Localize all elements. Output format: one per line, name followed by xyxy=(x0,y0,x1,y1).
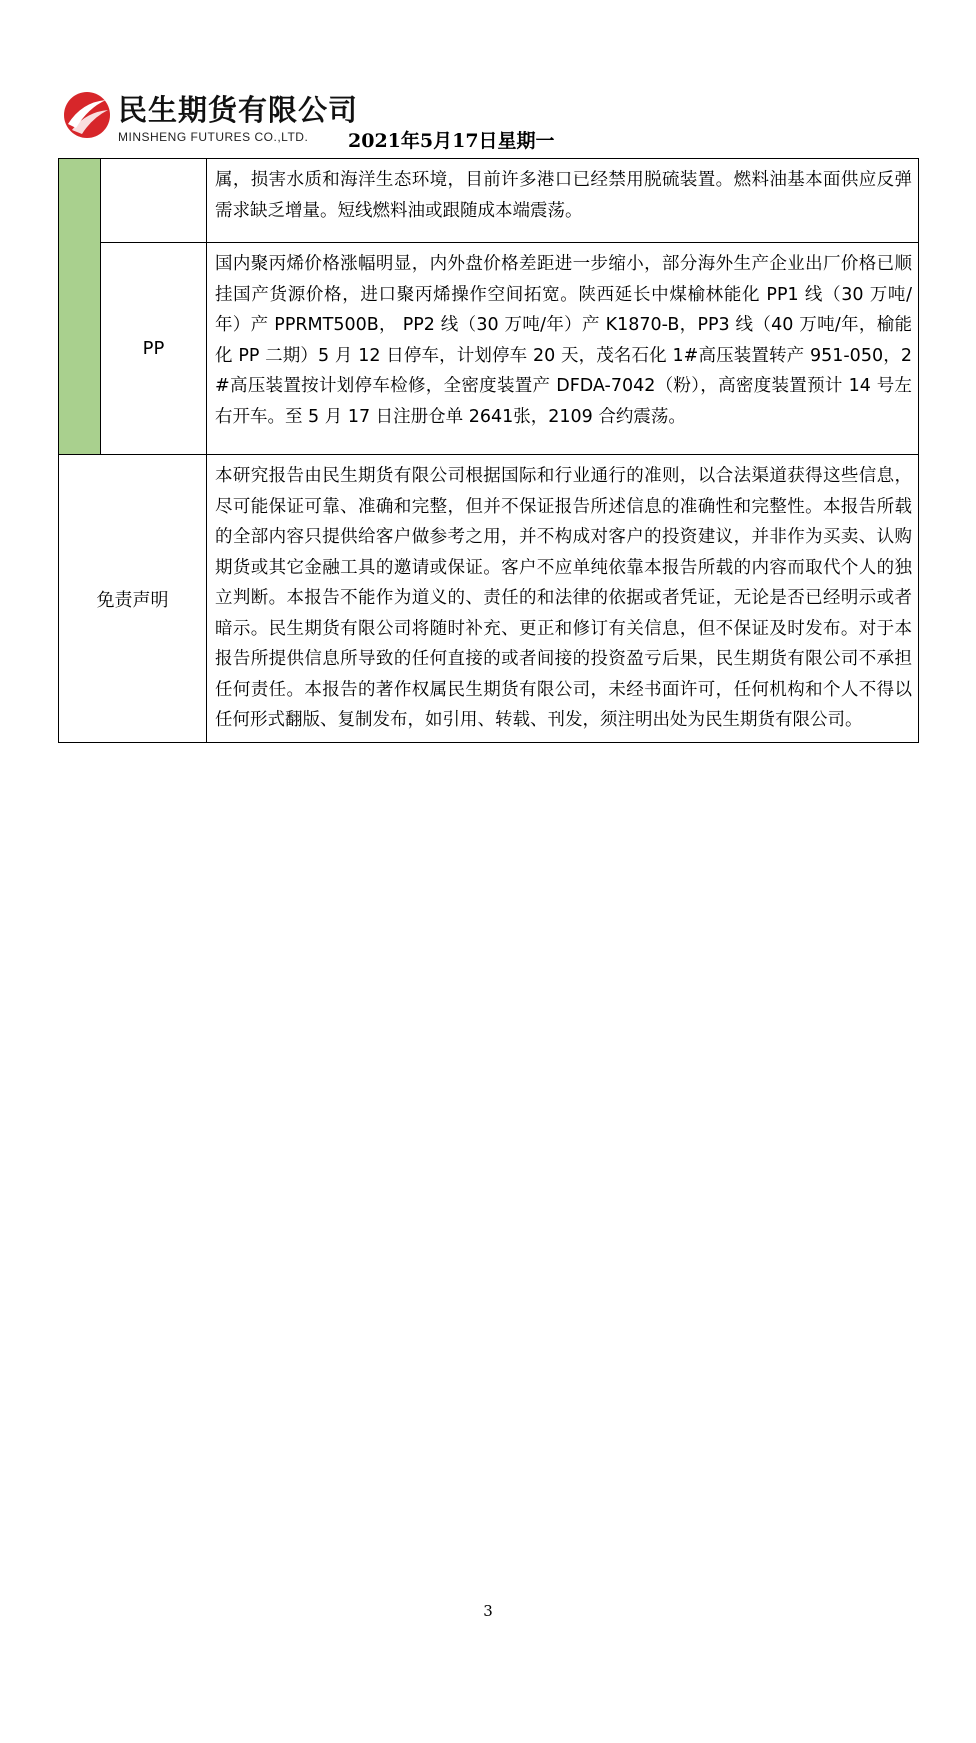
minsheng-logo-icon xyxy=(62,90,112,140)
pp-label: PP xyxy=(101,243,207,455)
table-row-pp xyxy=(59,243,919,455)
section-side-cell xyxy=(59,159,101,455)
company-name-en: MINSHENG FUTURES CO.,LTD. xyxy=(118,130,309,144)
table-row-fuel-oil xyxy=(59,159,919,243)
report-date: 2021年5月17日星期一 xyxy=(348,130,555,152)
page-number: 3 xyxy=(483,1602,493,1620)
fuel-oil-label-cell xyxy=(101,159,207,243)
report-header xyxy=(62,86,922,150)
table-row-disclaimer xyxy=(59,455,919,743)
pp-text: 国内聚丙烯价格涨幅明显，内外盘价格差距进一步缩小，部分海外生产企业出厂价格已顺挂国产货源价格，进口聚丙烯操作空间拓宽。陕西延长中煤榆林能化 PP1 线（30 万吨/年）产 PPRMT500B， PP2 线（30 万吨/年）产 K1870-B，PP3 线（40 万吨/年，榆能化 PP 二期）5 月 12 日停车，计划停车 20 天，茂名石化 1#高压装置转产 951-050，2#高压装置按计划停车检修，全密度装置产 DFDA-7042（粉），高密度装置预计 14 号左右开车。至 5 月 17 日注册仓单 2641张，2109 合约震荡。 xyxy=(207,243,919,455)
fuel-oil-text: 属，损害水质和海洋生态环境，目前许多港口已经禁用脱硫装置。燃料油基本面供应反弹需求缺乏增量。短线燃料油或跟随成本端震荡。 xyxy=(207,159,919,243)
disclaimer-text: 本研究报告由民生期货有限公司根据国际和行业通行的准则，以合法渠道获得这些信息，尽可能保证可靠、准确和完整，但并不保证报告所述信息的准确性和完整性。本报告所载的全部内容只提供给客户做参考之用，并不构成对客户的投资建议，并非作为买卖、认购期货或其它金融工具的邀请或保证。客户不应单纯依靠本报告所载的内容而取代个人的独立判断。本报告不能作为道义的、责任的和法律的依据或者凭证，无论是否已经明示或者暗示。民生期货有限公司将随时补充、更正和修订有关信息，但不保证及时发布。对于本报告所提供信息所导致的任何直接的或者间接的投资盈亏后果，民生期货有限公司不承担任何责任。本报告的著作权属民生期货有限公司，未经书面许可，任何机构和个人不得以任何形式翻版、复制发布，如引用、转载、刊发，须注明出处为民生期货有限公司。 xyxy=(207,455,919,743)
company-name-cn: 民生期货有限公司 xyxy=(118,93,359,127)
disclaimer-label: 免责声明 xyxy=(59,455,207,743)
commodity-table xyxy=(58,158,919,743)
